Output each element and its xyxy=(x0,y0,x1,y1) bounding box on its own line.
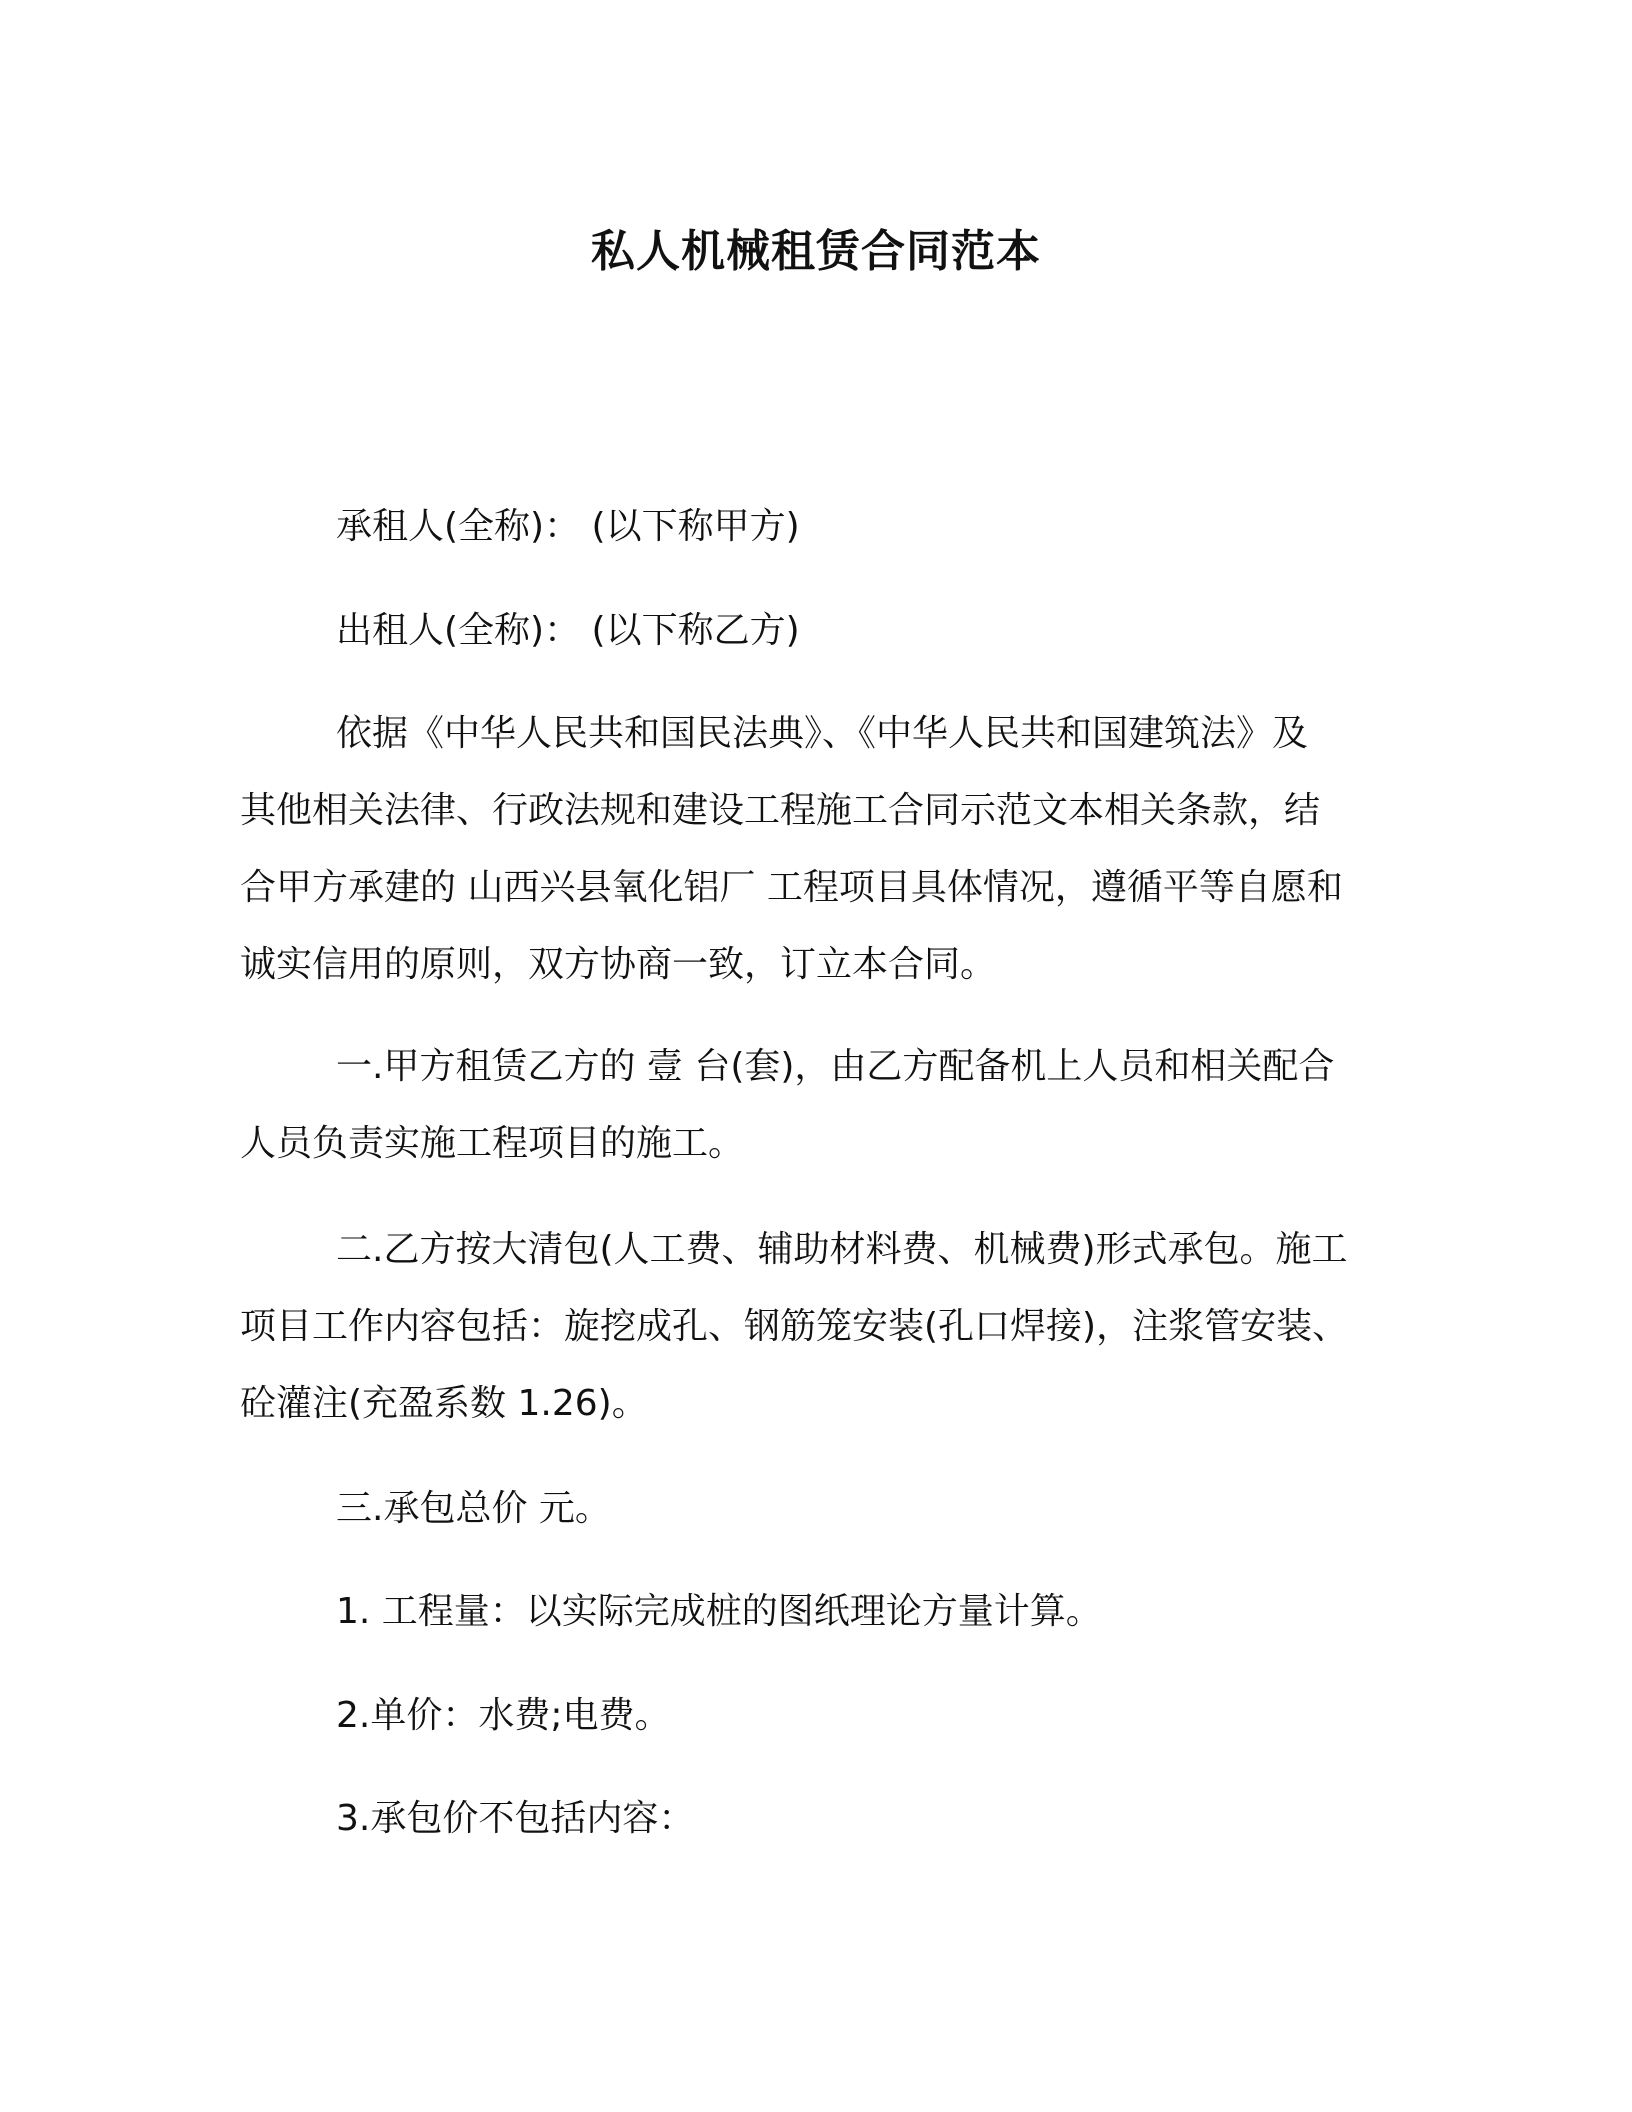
preamble-line: 诚实信用的原则，双方协商一致，订立本合同。 xyxy=(240,944,997,985)
clause-1-line: 一.甲方租赁乙方的 壹 台(套)，由乙方配备机上人员和相关配合 xyxy=(336,1046,1335,1087)
clause-2-line: 砼灌注(充盈系数 1.26)。 xyxy=(240,1383,648,1424)
preamble-line: 依据《中华人民共和国民法典》、《中华人民共和国建筑法》及 xyxy=(336,713,1309,754)
document-title: 私人机械租赁合同范本 xyxy=(591,226,1041,277)
clause-2-line: 二.乙方按大清包(人工费、辅助材料费、机械费)形式承包。施工 xyxy=(336,1229,1348,1270)
clause-2-line: 项目工作内容包括：旋挖成孔、钢筋笼安装(孔口焊接)，注浆管安装、 xyxy=(240,1306,1349,1347)
clause-2-paragraph xyxy=(240,1211,1380,1442)
preamble-paragraph xyxy=(240,695,1380,1003)
preamble-line: 其他相关法律、行政法规和建设工程施工合同示范文本相关条款，结 xyxy=(240,790,1321,831)
item-2-line: 2.单价：水费;电费。 xyxy=(336,1695,671,1736)
clause-1-paragraph xyxy=(240,1028,1380,1182)
clause-1-line: 人员负责实施工程项目的施工。 xyxy=(240,1123,745,1164)
lessor-line: 出租人(全称)： (以下称乙方) xyxy=(336,610,800,651)
preamble-line: 合甲方承建的 山西兴县氧化铝厂 工程项目具体情况，遵循平等自愿和 xyxy=(240,867,1343,908)
item-1-line: 1. 工程量：以实际完成桩的图纸理论方量计算。 xyxy=(336,1591,1102,1632)
clause-3-line: 三.承包总价 元。 xyxy=(336,1488,611,1529)
item-3-line: 3.承包价不包括内容： xyxy=(336,1798,695,1839)
lessee-line: 承租人(全称)： (以下称甲方) xyxy=(336,506,800,547)
